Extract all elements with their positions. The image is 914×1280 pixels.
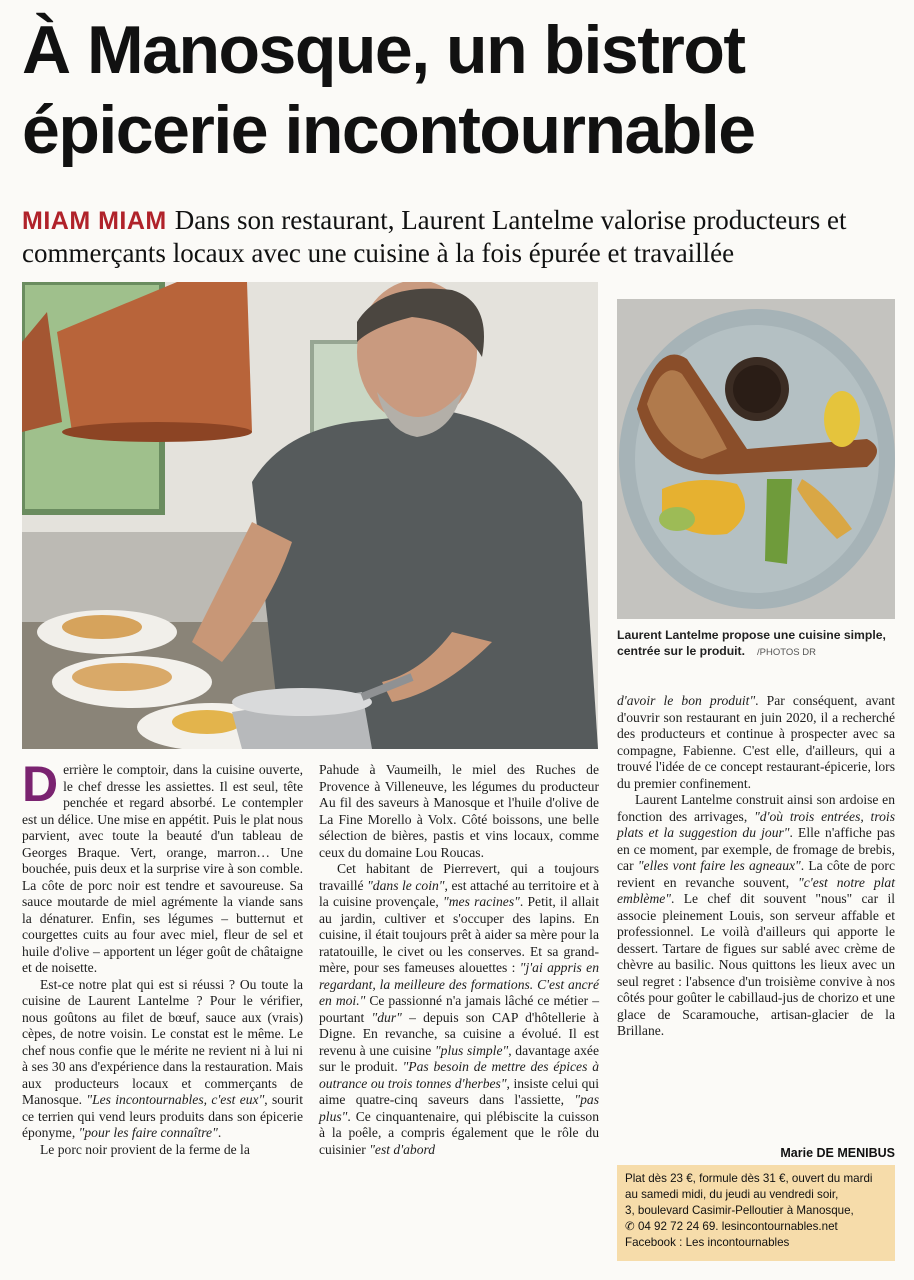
paragraph-text: , est attaché au territoire et à la cuisine provençale, [319,877,599,909]
quote: "est d'abord [369,1141,436,1157]
paragraph [22,756,303,977]
photo-dish [617,299,895,619]
paragraph-text: . Elle n'affiche pas en ce moment, par exemple, de fromage de brebis, car [617,825,895,873]
quote: "dans le coin" [367,877,445,893]
byline: Marie DE MENIBUS [780,1146,895,1160]
photo-caption [617,627,895,661]
headline-line-2: épicerie incontournable [22,92,755,168]
paragraph-text: Est-ce notre plat qui est si réussi ? Ou toute la cuisine de Laurent Lantelme ? Pour le vérifier, nous goûtons au filet de bœuf, sauce aux (vrais) cèpes, de notre voisin. Le constat est le même. Le chef nous confie que le mérite ne revient ni à lui ni à ses 30 ans d'expérience dans la restauration. Mais aux producteurs locaux et commerçants de Manosque. [22,976,303,1107]
paragraph-text: Laurent Lantelme construit ainsi son ardoise en fonction des arrivages, [617,792,895,824]
info-line: Plat dès 23 €, formule dès 31 €, ouvert du mardi [625,1172,873,1185]
paragraph-text: Cet habitant de Pierrevert, qui a toujours travaillé [319,861,599,893]
quote: "c'est notre plat emblème" [617,874,895,906]
quote: "pour les faire connaître" [78,1125,218,1140]
article-column-1 [22,756,303,1158]
paragraph-text: – depuis son CAP d'hôtellerie à Digne. En revanche, sa cuisine a évolué. Il est revenu à une cuisine [319,1009,599,1058]
drop-cap: D [22,756,59,812]
paragraph-text: , davantage axée sur le produit. [319,1042,599,1074]
paragraph-text: Pahude à Vaumeilh, le miel des Ruches de Provence à Villeneuve, les légumes du producteur Au fil des saveurs à Manosque et l'huile d'olive de La Fine Morello à Volx. Côté boissons, une belle sélection de bières, pastis et vins locaux, comme ceux du domaine Lou Roucas. [319,762,599,860]
quote: "Les incontournables, c'est eux" [86,1092,265,1107]
headline-line-1: À Manosque, un bistrot [22,12,745,88]
quote: "pas plus" [319,1092,599,1124]
paragraph [22,977,303,1142]
kicker: MIAM MIAM [22,207,167,235]
paragraph-text: , insiste celui qui aime quatre-cinq saveurs dans l'assiette, [319,1075,599,1107]
paragraph [617,792,895,1040]
info-line-phone [625,1219,887,1235]
paragraph-text: Ce passionné n'a jamais lâché ce métier – pourtant [319,993,599,1025]
paragraph-text: , sourit ce terrien qui vend leurs produits dans son épicerie éponyme, [22,1092,303,1140]
practical-info-box [617,1165,895,1261]
photo-credit: /PHOTOS DR [757,647,816,658]
info-line: au samedi midi, du jeudi au vendredi soir, [625,1188,839,1201]
quote: "Pas besoin de mettre des épices à outrance ou trois tonnes d'herbes" [319,1059,599,1091]
caption-text: Laurent Lantelme propose une cuisine simple, centrée sur le produit. [617,628,886,658]
paragraph-text: Le porc noir provient de la ferme de la [40,1141,250,1157]
paragraph-text: . La côte de porc revient en revanche souvent, [617,858,895,890]
paragraph-text: . Le chef dit souvent "nous" car il associe pleinement Louis, son serveur affable et professionnel. Le voilà d'ailleurs qui apporte le dessert. Tartare de figues sur sablé avec crème de chèvre au basilic. Nous quittons les lieux avec un seul regret : l'absence d'un troisième convive à nos côtés pour goûter le cabillaud-jus de chorizo et une glace de Scaramouche, artisan-glacier de la Brillane. [617,891,895,1038]
standfirst [22,204,902,269]
quote: "elles vont faire les agneaux" [637,858,801,873]
info-line: Facebook : Les incontournables [625,1236,790,1249]
quote: "mes racines" [443,894,520,909]
photo-chef-plating [22,282,598,749]
paragraph [319,861,599,1158]
paragraph [319,762,599,861]
dish-photo-illustration [617,299,895,619]
article-column-3 [617,693,895,1040]
paragraph [22,1142,303,1159]
paragraph-text: . Petit, il allait au jardin, cultiver et s'occuper des lapins. En cuisine, il était toujours prêt à aider sa mère pour la ratatouille, le civet ou les conserves. Et sa grand-mère, pour ses fameuses alouettes : [319,894,599,975]
standfirst-text: Dans son restaurant, Laurent Lantelme valorise producteurs et commerçants locaux avec une cuisine à la fois épurée et travaillée [22,205,847,268]
paragraph-text: . [217,1125,222,1140]
quote: "j'ai appris en regardant, la meilleure des formations. C'est ancré en moi." [319,960,599,1008]
info-line: 3, boulevard Casimir-Pelloutier à Manosque, [625,1204,854,1217]
chef-photo-illustration [22,282,598,749]
quote: "plus simple" [434,1042,509,1058]
quote: "dur" [371,1009,402,1025]
info-phone-web: 04 92 72 24 69. lesincontournables.net [637,1220,838,1233]
paragraph-text: errière le comptoir, dans la cuisine ouverte, le chef dresse les assiettes. Il est seul, tête penchée et regard absorbé. Le contempler est un délice. Une mise en appétit. Puis le plat nous parvient, avec toute la beauté d'un tableau de Georges Braque. Vert, orange, marron… Une bouchée, puis deux et la surprise vire à son comble. La côte de porc noir est tendre et savoureuse. Sa sauce moutarde de miel agrémente la viande sans la dénaturer. Enfin, ses légumes – butternut et courgettes cuits au four avec miel, fleur de sel et huile d'olive – apportent un léger goût de châtaigne et de noisette. [22,762,303,975]
paragraph [617,693,895,792]
headline [22,10,902,170]
article-column-2 [319,762,599,1158]
phone-icon: ✆ [625,1220,638,1233]
quote: d'avoir le bon produit" [617,693,756,708]
paragraph-text: . Par conséquent, avant d'ouvrir son restaurant en juin 2020, il a recherché des producteurs et continue à prospecter avec sa compagne, Fabienne. C'est elle, d'ailleurs, qui a trouvé l'idée de ce concept restaurant-épicerie, lors du premier confinement. [617,693,896,791]
paragraph-text: . Ce cinquantenaire, qui plébiscite la cuisson à la poêle, a compris également que le rôle du cuisinier [319,1108,599,1157]
quote: "d'où trois entrées, trois plats et la suggestion du jour" [617,808,895,840]
